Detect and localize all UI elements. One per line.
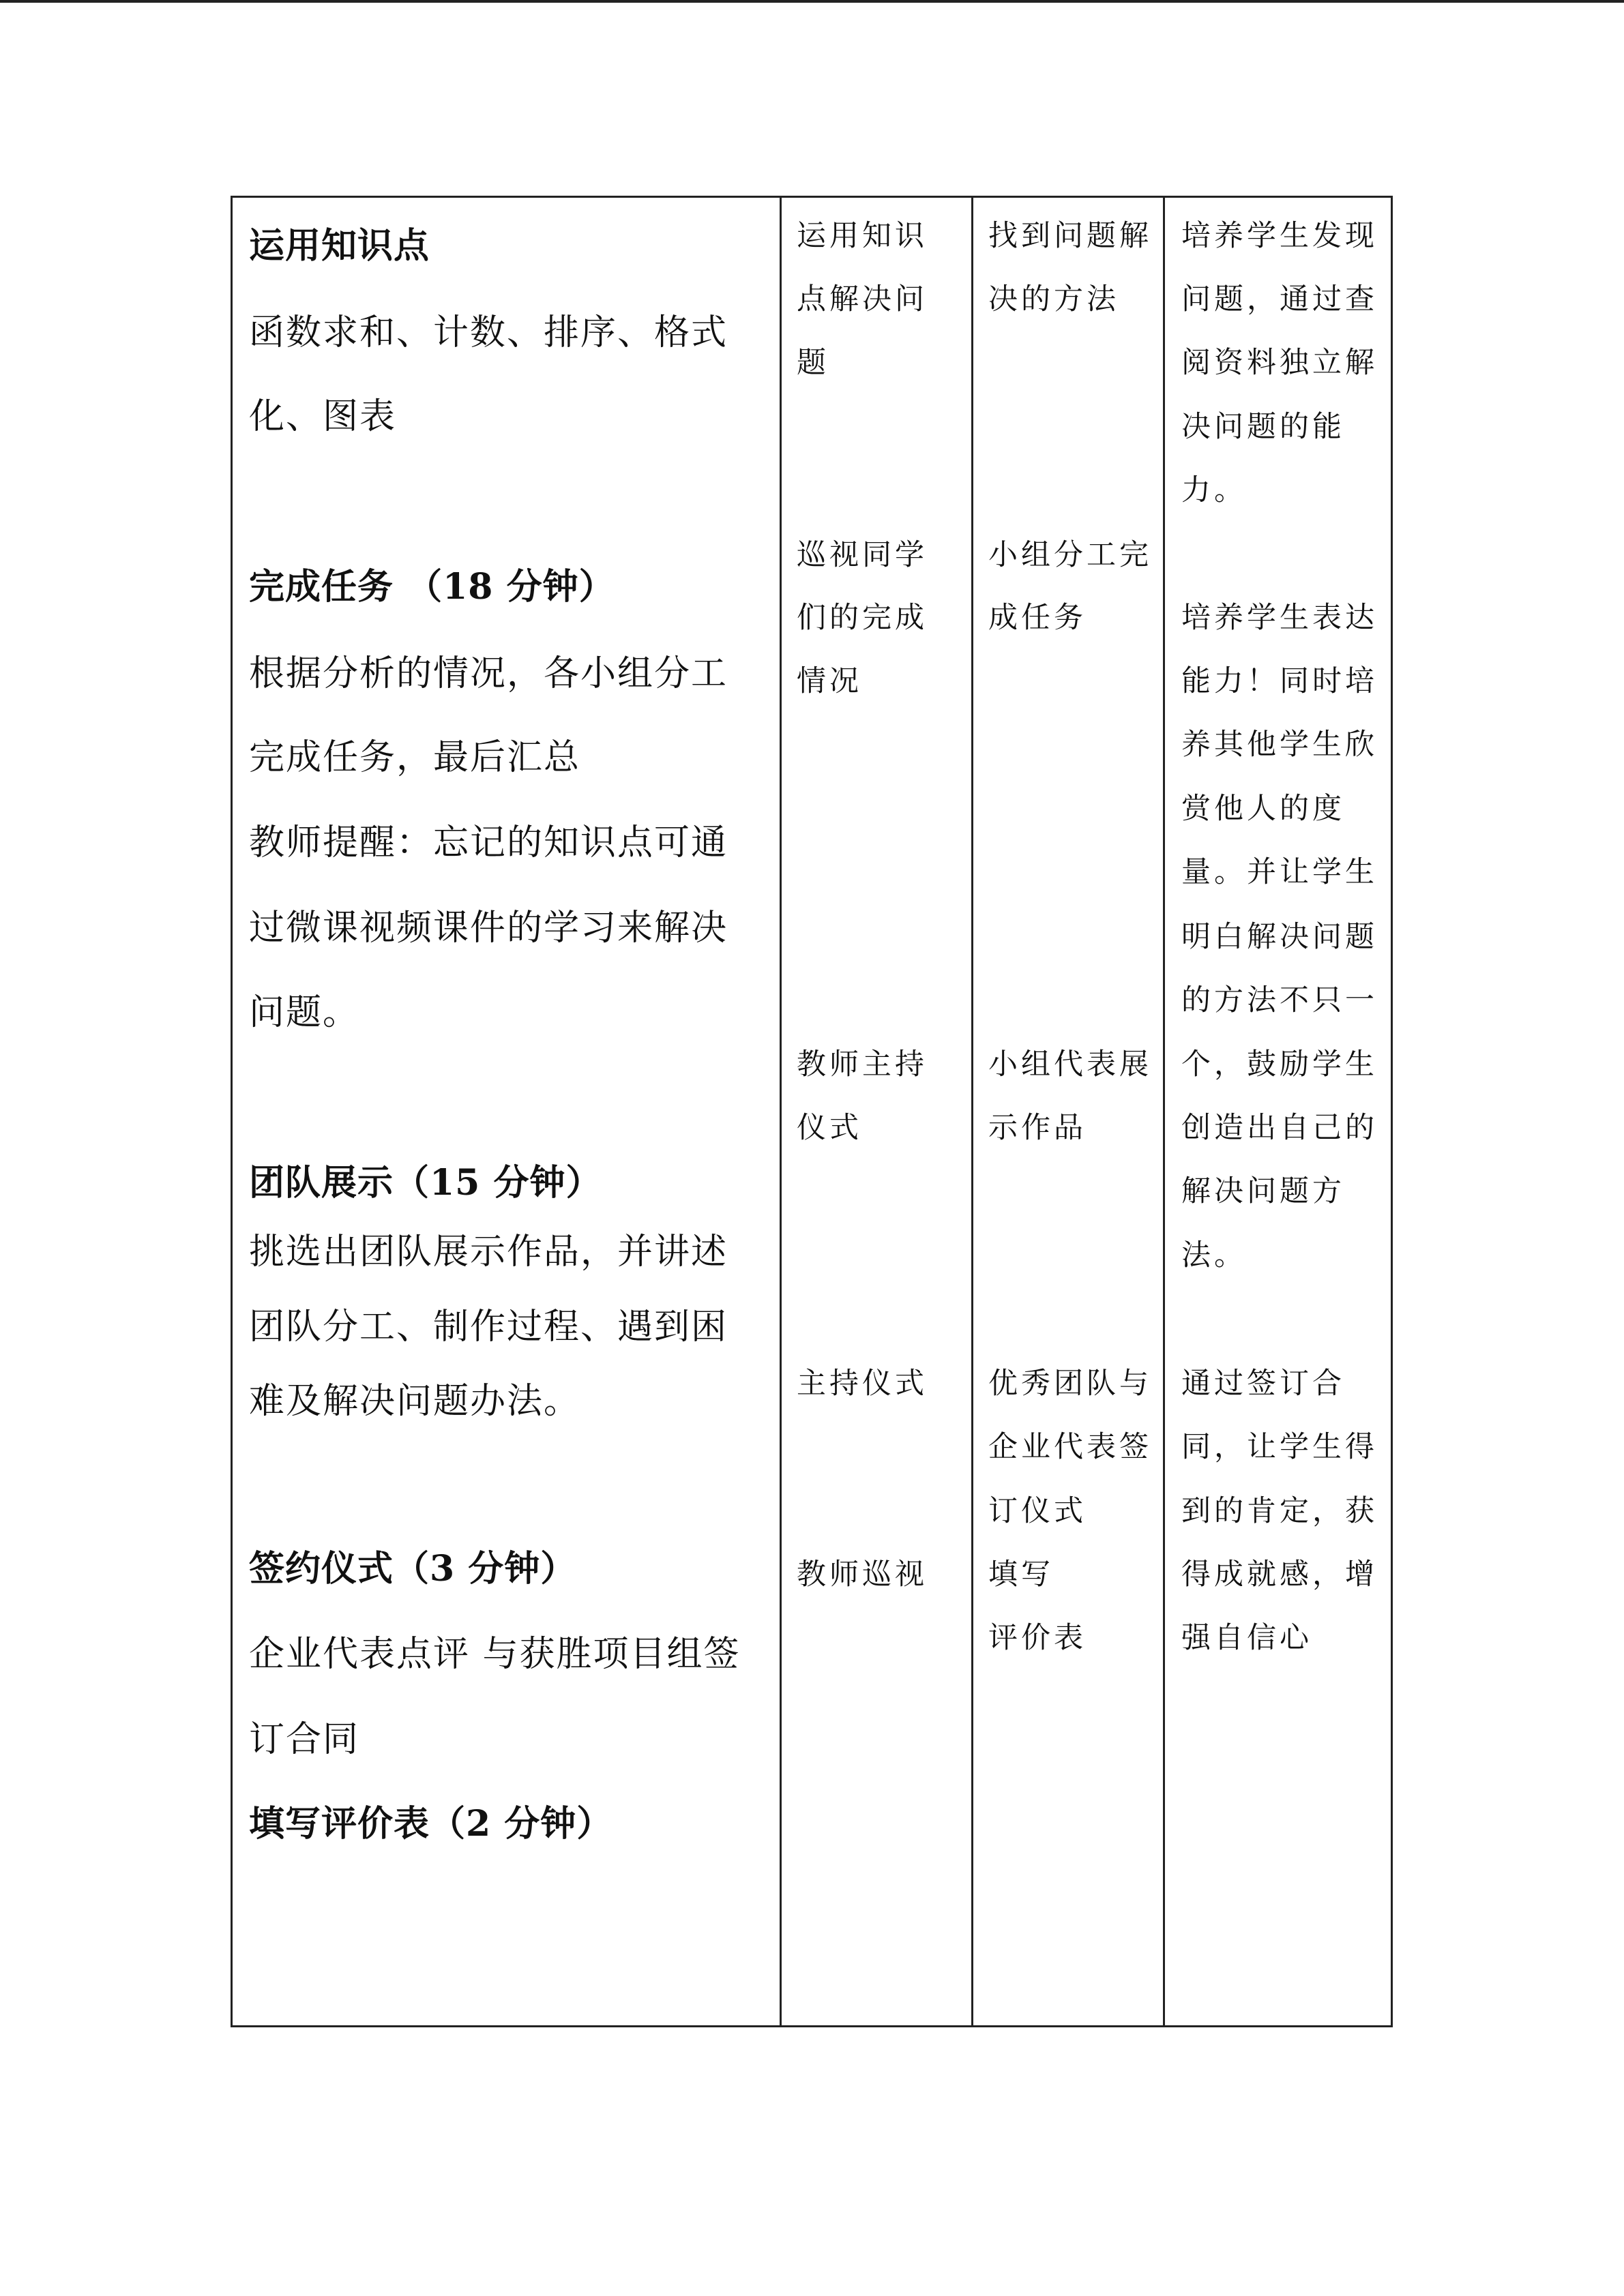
content-line: 教师提醒：忘记的知识点可通 (249, 822, 728, 863)
content-line: 过微课视频课件的学习来解决 (249, 908, 728, 949)
cell-line: 能力！同时培 (1181, 664, 1378, 698)
cell-line: 个，鼓励学生 (1181, 1047, 1378, 1082)
cell-line: 仪式 (797, 1111, 862, 1145)
content-line: 问题。 (249, 992, 360, 1033)
cell-line: 明白解决问题 (1181, 920, 1378, 954)
cell-line: 情况 (797, 664, 862, 698)
cell-line: 的方法不只一 (1181, 983, 1378, 1017)
section-title-knowledge-points: 运用知识点 (249, 225, 430, 267)
content-line: 根据分析的情况，各小组分工 (249, 653, 728, 694)
section-title-complete-task: 完成任务 （18 分钟） (249, 566, 615, 608)
cell-line: 找到问题解 (988, 219, 1152, 253)
cell-line: 企业代表签 (988, 1430, 1152, 1464)
cell-line: 填写 (988, 1557, 1054, 1592)
cell-line: 决的方法 (988, 282, 1119, 316)
section-title-signing-ceremony: 签约仪式（3 分钟） (249, 1548, 577, 1590)
section-title-team-showcase: 团队展示（15 分钟） (249, 1162, 602, 1204)
content-line: 化、图表 (249, 396, 397, 437)
cell-line: 赏他人的度 (1181, 792, 1345, 826)
cell-line: 量。并让学生 (1181, 855, 1378, 889)
cell-line: 示作品 (988, 1111, 1087, 1145)
cell-line: 力。 (1181, 473, 1247, 507)
cell-line: 解决问题方 (1181, 1174, 1345, 1208)
content-line: 企业代表点评 与获胜项目组签 (249, 1634, 741, 1675)
cell-line: 培养学生表达 (1181, 601, 1378, 635)
section-title-evaluation-form: 填写评价表（2 分钟） (249, 1803, 613, 1845)
cell-line: 教师主持 (797, 1047, 928, 1082)
cell-line: 得成就感，增 (1181, 1557, 1378, 1592)
cell-line: 教师巡视 (797, 1557, 928, 1592)
cell-line: 点解决问 (797, 282, 928, 316)
cell-line: 创造出自己的 (1181, 1111, 1378, 1145)
cell-line: 法。 (1181, 1238, 1247, 1272)
cell-line: 优秀团队与 (988, 1367, 1152, 1401)
cell-line: 培养学生发现 (1181, 219, 1378, 253)
cell-line: 养其他学生欣 (1181, 728, 1378, 762)
cell-line: 同，让学生得 (1181, 1430, 1378, 1464)
cell-line: 成任务 (988, 601, 1087, 635)
cell-line: 主持仪式 (797, 1367, 928, 1401)
cell-line: 小组分工完 (988, 538, 1152, 572)
cell-line: 运用知识 (797, 219, 928, 253)
content-line: 函数求和、计数、排序、格式 (249, 312, 728, 353)
cell-line: 评价表 (988, 1621, 1087, 1655)
column-divider-1 (780, 196, 782, 2027)
column-divider-2 (971, 196, 973, 2027)
content-line: 订合同 (249, 1719, 360, 1760)
content-line: 团队分工、制作过程、遇到困 (249, 1307, 728, 1347)
cell-line: 通过签订合 (1181, 1367, 1345, 1401)
page-top-rule (0, 0, 1624, 3)
content-line: 挑选出团队展示作品，并讲述 (249, 1232, 728, 1272)
column-divider-3 (1163, 196, 1165, 2027)
cell-line: 到的肯定，获 (1181, 1494, 1378, 1528)
cell-line: 巡视同学 (797, 538, 928, 572)
cell-line: 决问题的能 (1181, 410, 1345, 444)
content-line: 完成任务，最后汇总 (249, 737, 581, 778)
cell-line: 小组代表展 (988, 1047, 1152, 1082)
content-line: 难及解决问题办法。 (249, 1381, 581, 1422)
cell-line: 阅资料独立解 (1181, 346, 1378, 380)
cell-line: 们的完成 (797, 601, 928, 635)
cell-line: 订仪式 (988, 1494, 1087, 1528)
cell-line: 问题，通过查 (1181, 282, 1378, 316)
cell-line: 强自信心 (1181, 1621, 1312, 1655)
cell-line: 题 (797, 346, 829, 380)
